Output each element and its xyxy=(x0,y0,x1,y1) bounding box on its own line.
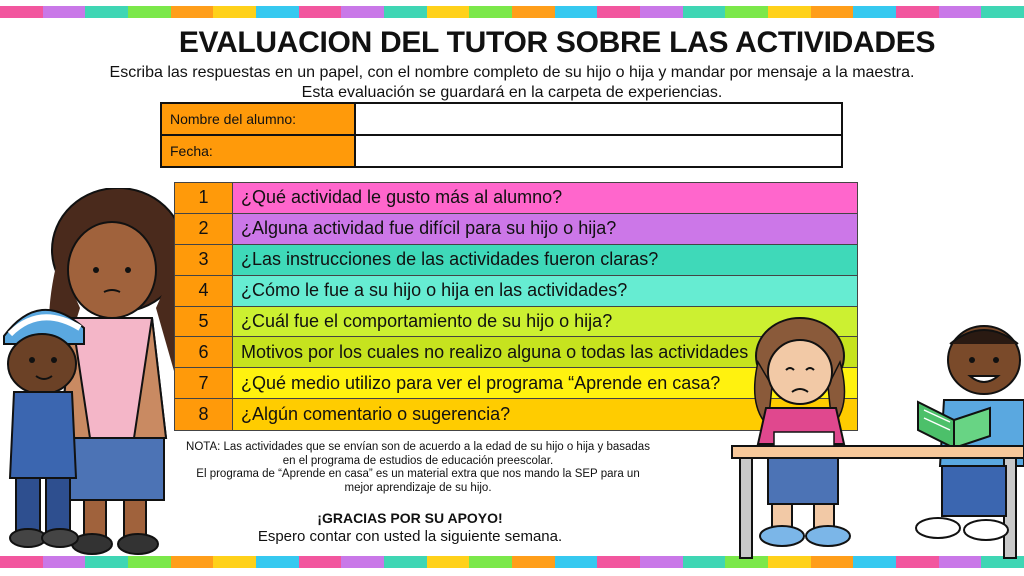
stripe-segment xyxy=(512,556,555,568)
stripe-segment xyxy=(469,6,512,18)
question-row xyxy=(175,183,857,214)
stripe-segment xyxy=(341,6,384,18)
instruction-line-2: Esta evaluación se guardará en la carpeta de experiencias. xyxy=(301,84,723,101)
stripe-segment xyxy=(768,6,811,18)
stripe-segment xyxy=(725,6,768,18)
stripe-segment xyxy=(384,556,427,568)
stripe-segment xyxy=(683,6,726,18)
mother-and-child-clipart xyxy=(0,188,200,560)
question-number: 4 xyxy=(175,276,233,306)
question-text: ¿Cuál fue el comportamiento de su hijo o hija? xyxy=(233,307,857,337)
stripe-segment xyxy=(640,6,683,18)
stripe-segment xyxy=(939,6,982,18)
question-text: ¿Qué actividad le gusto más al alumno? xyxy=(233,183,857,213)
stripe-segment xyxy=(256,556,299,568)
stripe-segment xyxy=(427,6,470,18)
stripe-segment xyxy=(427,556,470,568)
date-row xyxy=(162,134,841,166)
question-text: ¿Qué medio utilizo para ver el programa “Aprende en casa? xyxy=(233,368,857,398)
note-line-4: mejor aprendizaje de su hijo. xyxy=(344,481,492,494)
stripe-segment xyxy=(597,6,640,18)
question-number: 7 xyxy=(175,368,233,398)
stripe-segment xyxy=(469,556,512,568)
stripe-segment xyxy=(981,6,1024,18)
question-row xyxy=(175,214,857,245)
stripe-segment xyxy=(256,6,299,18)
date-field[interactable] xyxy=(356,136,841,166)
stripe-segment xyxy=(597,556,640,568)
student-info-table xyxy=(160,102,843,168)
note-line-1: NOTA: Las actividades que se envían son de acuerdo a la edad de su hijo o hija y basadas xyxy=(186,441,650,453)
closing-message: Espero contar con usted la siguiente semana. xyxy=(257,528,563,545)
note-line-2: en el programa de estudios de educación preescolar. xyxy=(282,454,554,467)
top-color-stripe xyxy=(0,6,1024,18)
children-at-desk-clipart xyxy=(728,316,1024,560)
stripe-segment xyxy=(853,6,896,18)
stripe-segment xyxy=(683,556,726,568)
stripe-segment xyxy=(640,556,683,568)
stripe-segment xyxy=(0,6,43,18)
student-name-label: Nombre del alumno: xyxy=(162,104,356,134)
question-number: 8 xyxy=(175,399,233,430)
stripe-segment xyxy=(43,6,86,18)
stripe-segment xyxy=(299,556,342,568)
stripe-segment xyxy=(341,556,384,568)
question-text: Motivos por los cuales no realizo alguna o todas las actividades xyxy=(233,337,857,367)
question-number: 3 xyxy=(175,245,233,275)
date-label: Fecha: xyxy=(162,136,356,166)
instruction-line-1: Escriba las respuestas en un papel, con el nombre completo de su hijo o hija y mandar por mensaje a la maestra. xyxy=(109,64,915,81)
student-name-field[interactable] xyxy=(356,104,841,134)
page-title: EVALUACION DEL TUTOR SOBRE LAS ACTIVIDADES xyxy=(178,26,936,59)
note-block xyxy=(148,441,688,495)
question-text: ¿Algún comentario o sugerencia? xyxy=(233,399,857,430)
question-number: 1 xyxy=(175,183,233,213)
question-row xyxy=(175,245,857,276)
stripe-segment xyxy=(171,6,214,18)
stripe-segment xyxy=(128,6,171,18)
stripe-segment xyxy=(555,556,598,568)
question-text: ¿Cómo le fue a su hijo o hija en las actividades? xyxy=(233,276,857,306)
stripe-segment xyxy=(384,6,427,18)
stripe-segment xyxy=(896,6,939,18)
stripe-segment xyxy=(555,6,598,18)
stripe-segment xyxy=(213,556,256,568)
stripe-segment xyxy=(811,6,854,18)
stripe-segment xyxy=(512,6,555,18)
student-name-row xyxy=(162,104,841,134)
question-number: 2 xyxy=(175,214,233,244)
question-text: ¿Alguna actividad fue difícil para su hijo o hija? xyxy=(233,214,857,244)
note-line-3: El programa de “Aprende en casa” es un material extra que nos mando la SEP para un xyxy=(196,468,640,480)
question-number: 5 xyxy=(175,307,233,337)
stripe-segment xyxy=(213,6,256,18)
question-text: ¿Las instrucciones de las actividades fueron claras? xyxy=(233,245,857,275)
thanks-heading: ¡GRACIAS POR SU APOYO! xyxy=(317,510,503,526)
stripe-segment xyxy=(299,6,342,18)
stripe-segment xyxy=(85,6,128,18)
question-row xyxy=(175,276,857,307)
question-number: 6 xyxy=(175,337,233,367)
